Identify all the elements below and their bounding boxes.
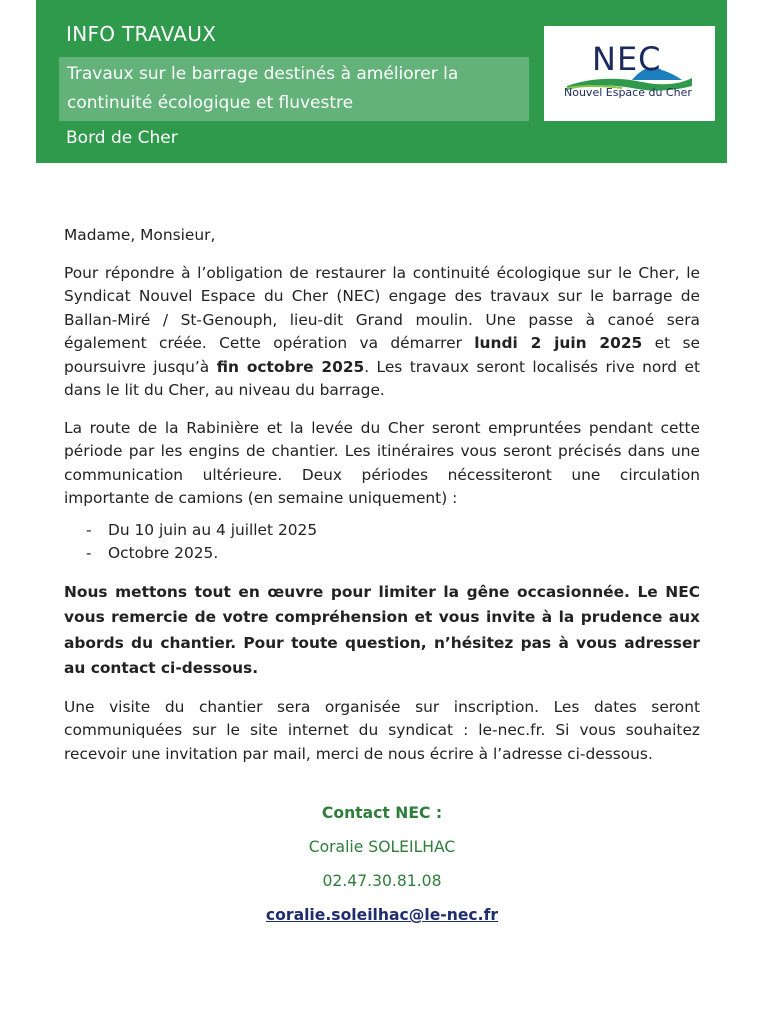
header-banner (36, 0, 727, 163)
paragraph-notice: Nous mettons tout en œuvre pour limiter la gêne occasionnée. Le NEC vous remercie de votre compréhension et vous invite à la prudence aux abords du chantier. Pour toute question, n’hésitez pas à vous adresser au contact ci-dessous. (64, 582, 700, 677)
paragraph-intro-part3: . Les travaux seront localisés rive nord et dans le lit du Cher, au niveau du barrage. (64, 357, 700, 399)
paragraph-intro-part2: et se poursuivre jusqu’à (64, 334, 700, 376)
contact-heading: Contact NEC : (321, 804, 443, 822)
end-date: fin octobre 2025 (216, 357, 365, 376)
paragraph-intro (64, 262, 700, 403)
start-date: lundi 2 juin 2025 (474, 334, 643, 352)
letter-body (64, 224, 700, 780)
salutation: Madame, Monsieur, (64, 226, 216, 244)
paragraph-visit: Une visite du chantier sera organisée sur inscription. Les dates seront communiquées sur le site internet du syndicat : le-nec.fr. Si vous souhaitez recevoir une invitation par mail, merci de nous écrire à l’adresse ci-dessous. (64, 697, 700, 763)
header-subtitle-line2: continuité écologique et fluvestre (67, 93, 354, 113)
logo-tagline: Nouvel Espace du Cher (564, 86, 692, 99)
list-item: - Du 10 juin au 4 juillet 2025 (86, 519, 700, 543)
header-location: Bord de Cher (66, 128, 178, 148)
logo-wordmark: NEC (592, 40, 662, 78)
nec-logo (544, 26, 715, 121)
contact-email-link[interactable]: coralie.soleilhac@le-nec.fr (265, 906, 499, 924)
header-subtitle (59, 57, 529, 121)
contact-name: Coralie SOLEILHAC (308, 838, 456, 856)
header-title: INFO TRAVAUX (66, 22, 217, 46)
paragraph-intro-part1: Pour répondre à l’obligation de restaurer la continuité écologique sur le Cher, le Syndicat Nouvel Espace du Cher (NEC) engage des travaux sur le barrage de Ballan-Miré / St-Genouph, lieu-dit Grand moulin. Une passe à canoé sera également créée. Cette opération va démarrer (64, 263, 700, 352)
header-subtitle-line1: Travaux sur le barrage destinés à améliorer la (67, 64, 459, 84)
list-item: - Octobre 2025. (86, 542, 700, 566)
periods-list (86, 519, 700, 566)
contact-phone: 02.47.30.81.08 (322, 872, 442, 890)
contact-block (64, 796, 700, 932)
paragraph-routes: La route de la Rabinière et la levée du Cher seront empruntées pendant cette période par les engins de chantier. Les itinéraires vous seront précisés dans une communication ultérieure. Deux périodes nécessiteront une circulation importante de camions (en semaine uniquement) : (64, 418, 700, 507)
